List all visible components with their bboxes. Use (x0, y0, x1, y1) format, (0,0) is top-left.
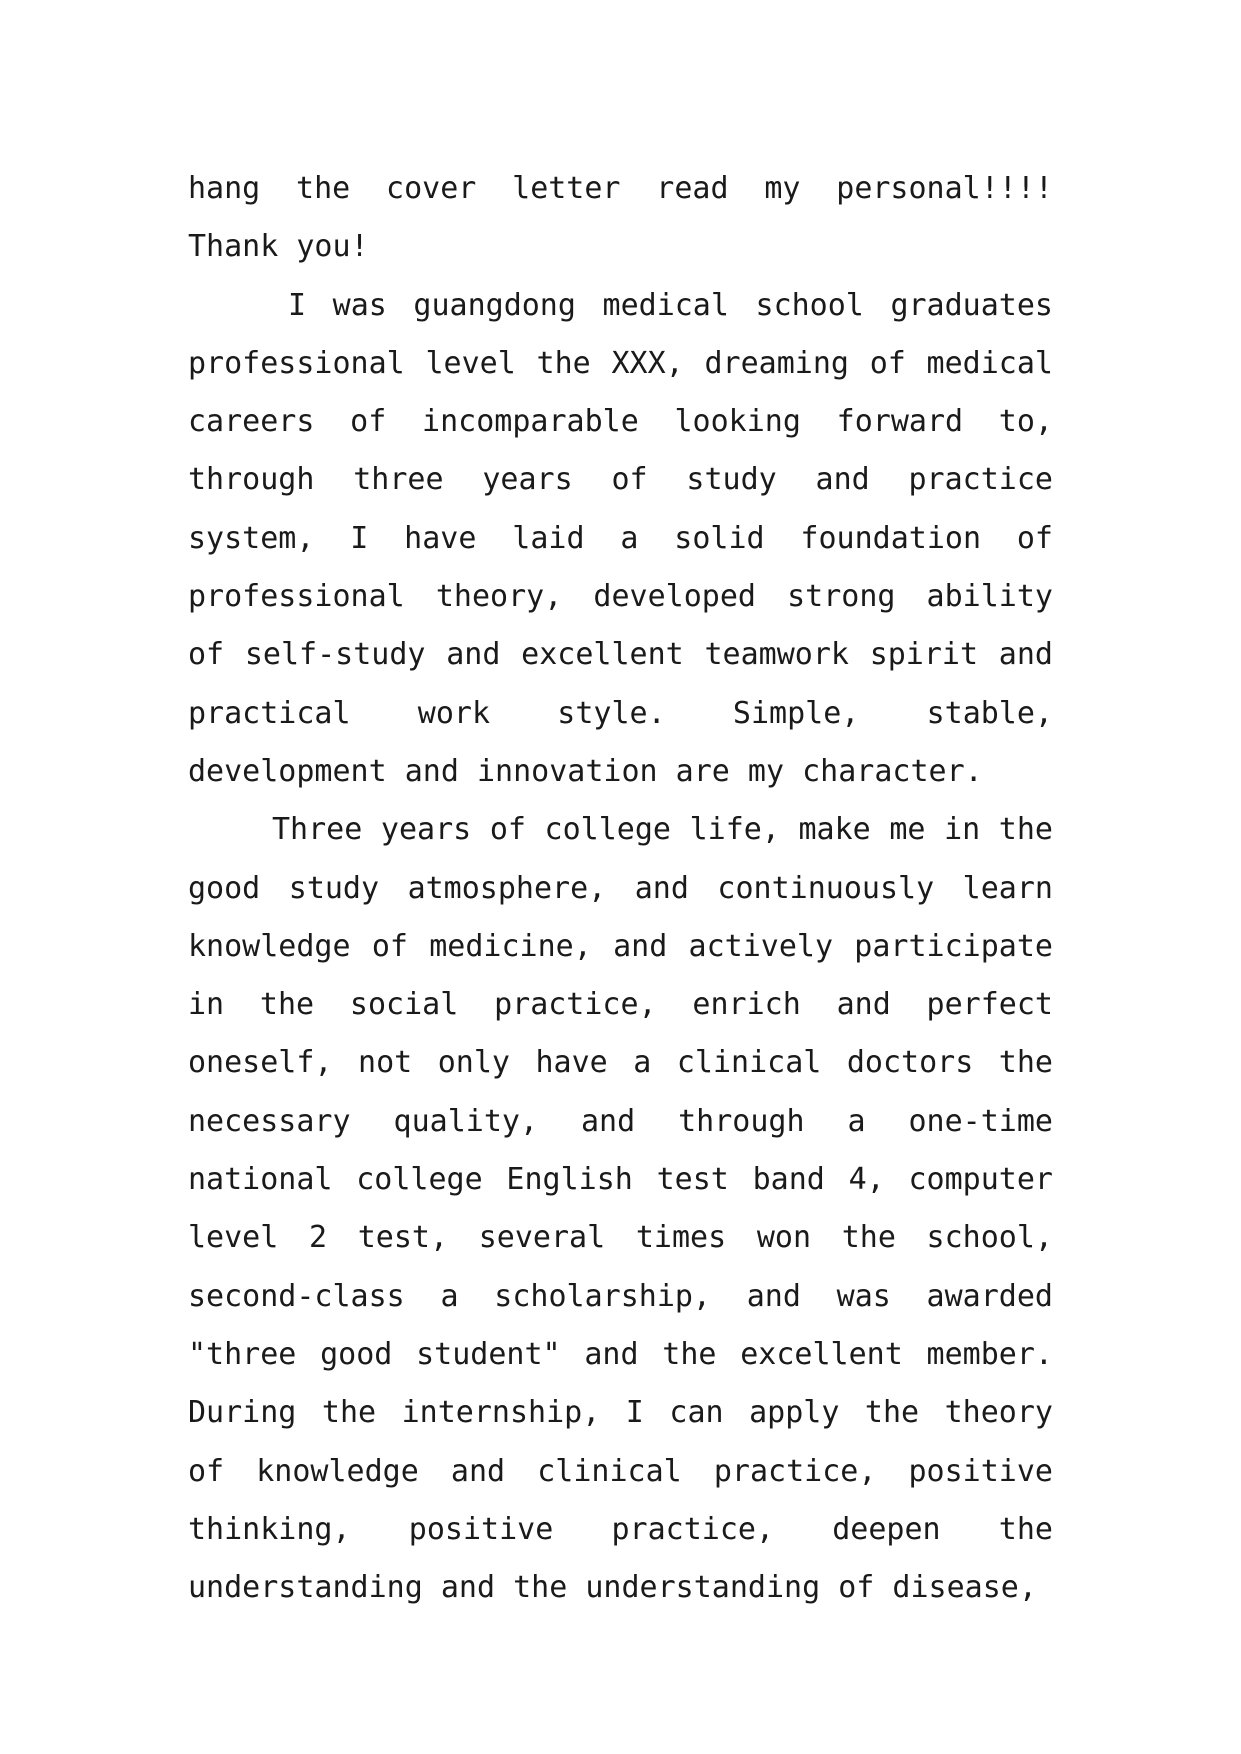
paragraph-college-life: Three years of college life, make me in the good study atmosphere, and continuously learn knowledge of medicine, and actively participate in the social practice, enrich and perfect oneself, not only have a clinical doctors the necessary quality, and through a one-time national college English test band 4, computer level 2 test, several times won the school, second-class a scholarship, and was awarded "three good student" and the excellent member. During the internship, I can apply the theory of knowledge and clinical practice, positive thinking, positive practice, deepen the understanding and the understanding of disease, (188, 812, 1053, 1606)
paragraph-introduction: I was guangdong medical school graduates professional level the XXX, dreaming of medical careers of incomparable looking forward to, through three years of study and practice system, I have laid a solid foundation of professional theory, developed strong ability of self-study and excellent teamwork spirit and practical work style. Simple, stable, development and innovation are my character. (188, 287, 1053, 789)
paragraph-continuation: hang the cover letter read my personal!!!! Thank you! (188, 171, 1053, 265)
letter-body (188, 160, 1053, 1617)
